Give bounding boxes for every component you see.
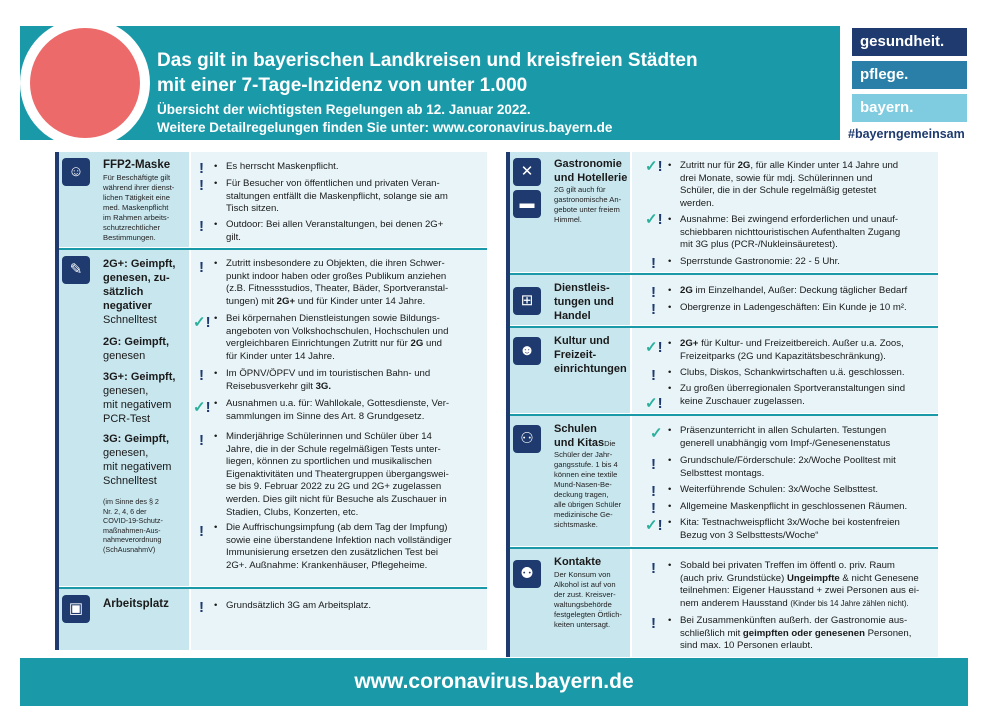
cutlery-icon: ✕ [513, 158, 541, 186]
divider [510, 326, 938, 328]
list-item: • Ausnahme: Bei zwingend erforderlichen und unauf- schiebbaren nichttouristischen Aufenthalten Zugang mit 3G plus (PCR-/Nukleinsäuretest). [668, 214, 901, 251]
list-item: • Weiterführende Schulen: 3x/Woche Selbsttest. [668, 484, 879, 495]
footer-url-link[interactable]: www.coronavirus.bayern.de [20, 658, 968, 706]
exclamation-icon: ! [199, 177, 204, 194]
list-item: • Obergrenze in Ladengeschäften: Ein Kunde je 10 m². [668, 302, 907, 313]
rule-2g-plus: 2G+: Geimpft, genesen, zu- sätzlich negativer Schnelltest [103, 258, 176, 326]
syringe-icon: ✎ [62, 256, 90, 284]
list-item: • Allgemeine Maskenpflicht in geschlossenen Räumen. [668, 501, 908, 512]
ffp2-subtext: Für Beschäftigte gilt während ihrer dienst- lichen Tätigkeit eine med. Maskenpflicht im Rahmen arbeits- schutzrechtlicher Bestimmungen. [103, 173, 175, 242]
list-item: • Grundschule/Förderschule: 2x/Woche Poolltest mit Selbsttest montags. [668, 455, 896, 479]
list-item: • Es herrscht Maskenpflicht. [214, 161, 339, 172]
list-item: • Outdoor: Bei allen Veranstaltungen, bei denen 2G+ gilt. [214, 219, 444, 243]
divider [510, 273, 938, 275]
exclamation-icon: ! [199, 259, 204, 276]
shopping-cart-icon: ⊞ [513, 287, 541, 315]
list-item: • Zutritt nur für 2G, für alle Kinder unter 14 Jahre und drei Monate, sowie für mdj. Schülerinnen und Schüler, die in der Schule regelmäßig getestet werden. [668, 160, 899, 209]
list-item: • Zu großen überregionalen Sportveranstaltungen sind keine Zuschauer zugelassen. [668, 383, 906, 407]
list-item: • Sperrstunde Gastronomie: 22 - 5 Uhr. [668, 256, 840, 267]
check-exclamation-icon: ✓! [645, 395, 663, 412]
divider [59, 587, 487, 589]
people-icon: ⚉ [513, 560, 541, 588]
divider [510, 547, 938, 549]
exclamation-icon: ! [199, 160, 204, 177]
hashtag: #bayerngemeinsam [848, 127, 965, 141]
list-item: • Grundsätzlich 3G am Arbeitsplatz. [214, 600, 372, 611]
retail-title: Dienstleis- tungen und Handel [554, 282, 614, 322]
rule-2g: 2G: Geimpft, genesen [103, 336, 170, 362]
divider [510, 414, 938, 416]
exclamation-icon: ! [651, 560, 656, 577]
coral-circle-icon [30, 28, 140, 138]
exclamation-icon: ! [199, 367, 204, 384]
mask-icon: ☺ [62, 158, 90, 186]
exclamation-icon: ! [651, 615, 656, 632]
culture-title: Kultur und Freizeit- einrichtungen [554, 335, 627, 375]
exclamation-icon: ! [199, 599, 204, 616]
brand-bayern: bayern. [852, 94, 967, 122]
brand-pflege: pflege. [852, 61, 967, 89]
gastro-subtext: 2G gilt auch für gastronomische An- gebote unter freiem Himmel. [554, 185, 622, 224]
children-icon: ⚇ [513, 425, 541, 453]
rule-3g: 3G: Geimpft, genesen, mit negativem Schnelltest [103, 433, 172, 487]
check-exclamation-icon: ✓! [645, 339, 663, 356]
list-item: • Kita: Testnachweispflicht 3x/Woche bei kostenfreien Bezug von 3 Selbsttests/Woche“ [668, 517, 900, 541]
exclamation-icon: ! [651, 284, 656, 301]
contacts-title: Kontakte [554, 556, 602, 568]
exclamation-icon: ! [651, 301, 656, 318]
check-exclamation-icon: ✓! [645, 211, 663, 228]
exclamation-icon: ! [651, 255, 656, 272]
page-title: Das gilt in bayerischen Landkreisen und kreisfreien Städten mit einer 7-Tage-Inzidenz von unter 1.000 [157, 50, 698, 96]
exclamation-icon: ! [199, 432, 204, 449]
theater-masks-icon: ☻ [513, 337, 541, 365]
list-item: • Sobald bei privaten Treffen im öffentl o. priv. Raum (auch priv. Grundstücke) Ungeimpfte & nicht Genesene teilnehmen: Eigener Hausstand + zwei Personen aus ei- nem anderem Hausstand (Kinder bis 14 Jahre zählen nicht). [668, 560, 920, 609]
page-subtitle: Übersicht der wichtigsten Regelungen ab 12. Januar 2022. Weitere Detailregelungen finden Sie unter: www.coronavirus.bayern.de [157, 102, 613, 135]
divider [59, 248, 487, 250]
bed-icon: ▬ [513, 190, 541, 218]
list-item: • Für Besucher von öffentlichen und privaten Veran- staltungen entfällt die Maskenpflicht, solange sie am Tisch sitzen. [214, 178, 448, 215]
list-item: • Bei Zusammenkünften außerh. der Gastronomie aus- schließlich mit geimpften oder genesenen Personen, sind max. 10 Personen erlaubt. [668, 615, 912, 652]
contacts-subtext: Der Konsum von Alkohol ist auf von der zust. Kreisver- waltungsbehörde festgelegten Örtlich- keiten untersagt. [554, 570, 622, 629]
check-exclamation-icon: ✓! [193, 314, 211, 331]
list-item: • Die Auffrischungsimpfung (ab dem Tag der Impfung) sowie eine überstandene Infektion nach vollständiger Immunisierung ersetzen den zusätzlichen Test bei 2G+. Außnahme: Krankenhäuser, Pflegeheime. [214, 522, 452, 571]
check-exclamation-icon: ✓! [645, 517, 663, 534]
list-item: • Clubs, Diskos, Schankwirtschaften u.ä. geschlossen. [668, 367, 905, 378]
list-item: • Bei körpernahen Dienstleistungen sowie Bildungs- angeboten von Volkshochschulen, Hochschulen und vergleichbaren Einrichtungen Zutritt nur für 2G und für Kinder unter 14 Jahre. [214, 313, 449, 362]
list-item: • Präsenzunterricht in allen Schularten. Testungen generell unabhängig vom Impf-/Genesenenstatus [668, 425, 891, 449]
list-item: • 2G im Einzelhandel, Außer: Deckung täglicher Bedarf [668, 285, 908, 296]
work-title: Arbeitsplatz [103, 598, 169, 610]
exclamation-icon: ! [651, 500, 656, 517]
brand-gesundheit: gesundheit. [852, 28, 967, 56]
ffp2-title: FFP2-Maske [103, 159, 171, 171]
check-exclamation-icon: ✓! [193, 399, 211, 416]
rule-legal-note: (im Sinne des § 2 Nr. 2, 4, 6 der COVID-19-Schutz- maßnahmen-Aus- nahmeverordnung (SchAusnahmV) [103, 497, 163, 554]
exclamation-icon: ! [651, 483, 656, 500]
briefcase-icon: ▣ [62, 595, 90, 623]
work-content-panel [191, 589, 487, 650]
retail-content-panel [632, 275, 938, 325]
rule-3g-plus: 3G+: Geimpft, genesen, mit negativem PCR-Test [103, 371, 176, 425]
exclamation-icon: ! [651, 367, 656, 384]
exclamation-icon: ! [651, 456, 656, 473]
schools-subtext: Schüler der Jahr- gangsstufe. 1 bis 4 können eine textile Mund-Nasen-Be- deckung tragen, alle übrigen Schüler medizinische Ge- sichtsmaske. [554, 450, 622, 529]
list-item: • Ausnahmen u.a. für: Wahllokale, Gottesdienste, Ver- sammlungen im Sinne des Art. 8 Grundgesetz. [214, 398, 450, 422]
check-exclamation-icon: ✓! [645, 158, 663, 175]
list-item: • Im ÖPNV/ÖPFV und im touristischen Bahn- und Reisebusverkehr gilt 3G. [214, 368, 431, 392]
exclamation-icon: ! [199, 218, 204, 235]
list-item: • 2G+ für Kultur- und Freizeitbereich. Außer u.a. Zoos, Freizeitparks (2G und Kapazitätsbeschränkung). [668, 338, 904, 362]
schools-title: Schulen und KitasDie [554, 423, 616, 449]
list-item: • Minderjährige Schülerinnen und Schüler über 14 Jahre, die in der Schule regelmäßigen Tests unter- liegen, können zu sportlichen und musikalischen Eigenaktivitäten und Theatergruppen übergangswei- se bis 9. Februar 2022 zu 2G und 2G+ zugelassen werden. Dies gilt nicht für Besuche als Zuschauer in Stadien, Clubs, Konzerten, etc. [214, 431, 449, 518]
exclamation-icon: ! [199, 523, 204, 540]
gastro-title: Gastronomie und Hotellerie [554, 158, 628, 184]
list-item: • Zutritt insbesondere zu Objekten, die ihren Schwer- punkt indoor haben oder großes Publikum anziehen (z.B. Fitnessstudios, Theater, Bäder, Sportveranstal- tungen) mit 2G+ und für Kinder unter 14 Jahre. [214, 258, 449, 307]
check-icon: ✓ [650, 425, 663, 442]
